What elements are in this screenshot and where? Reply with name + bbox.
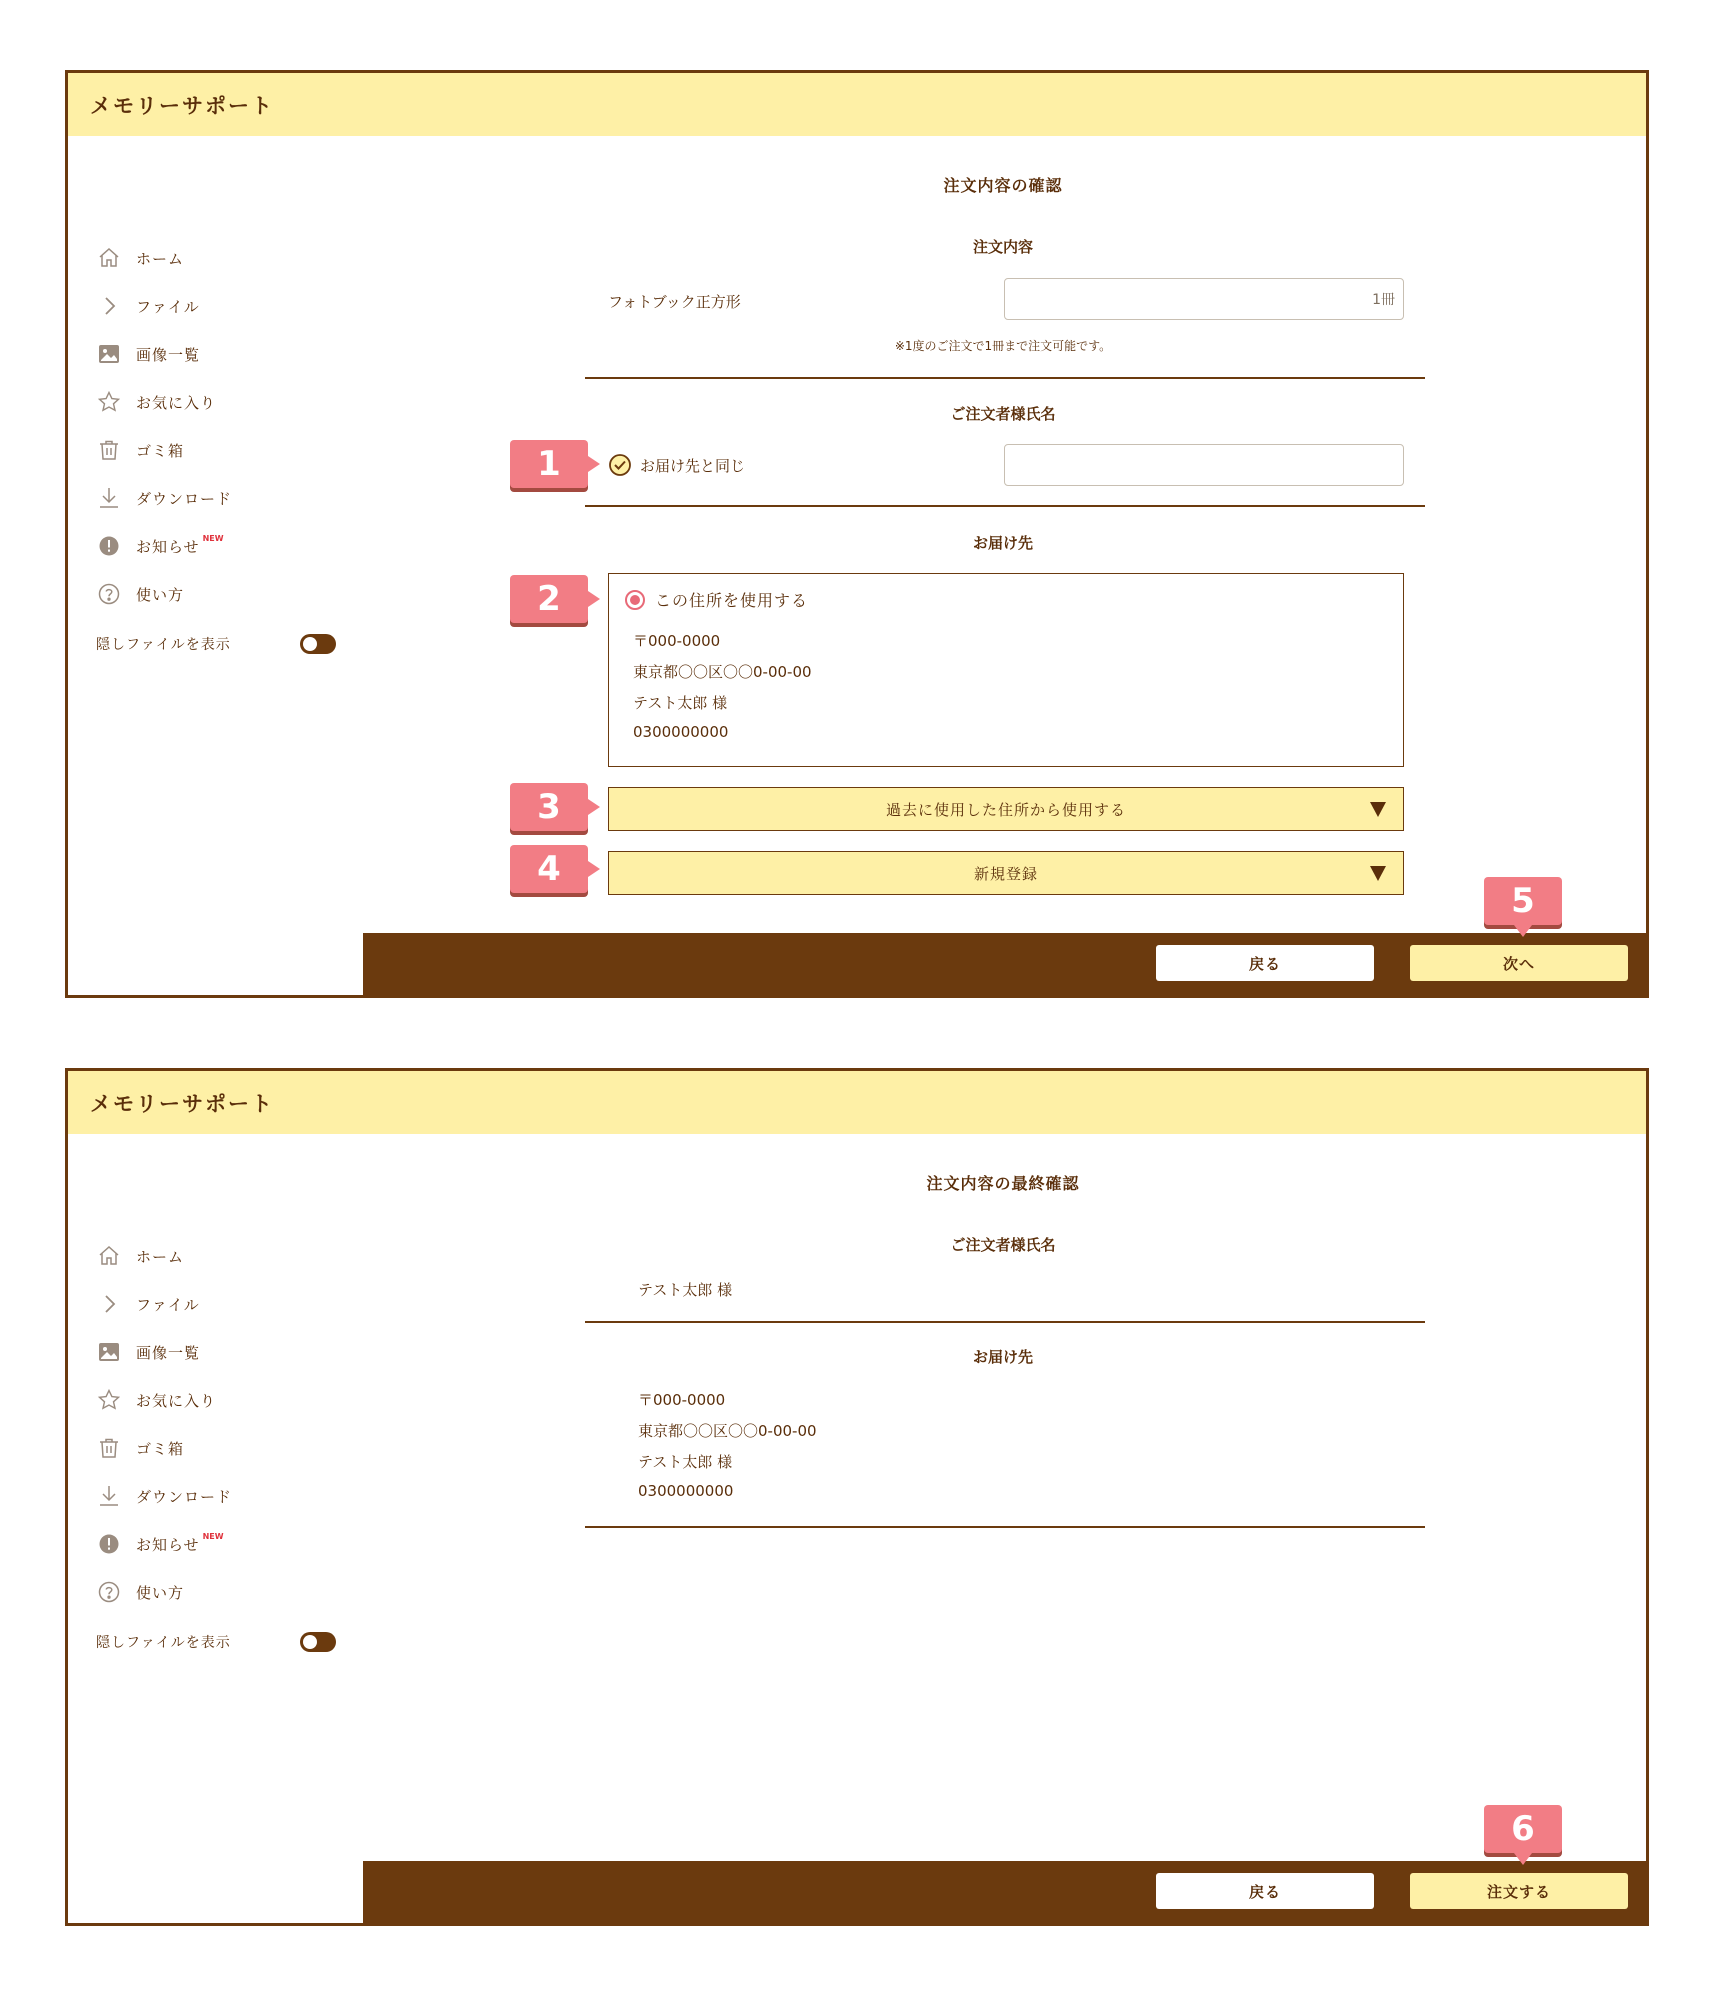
sidebar-item-label: ファイル <box>136 297 200 316</box>
main-content <box>68 1071 1646 1923</box>
triangle-down-icon <box>1369 800 1387 818</box>
order-final-confirm-screen <box>65 1068 1649 1926</box>
new-register-label: 新規登録 <box>973 864 1038 883</box>
callout-2: 2 <box>510 575 588 623</box>
address-card <box>608 573 1404 767</box>
sidebar-item-label: お知らせ <box>136 1535 200 1554</box>
order-section-title: 注文内容 <box>972 238 1033 256</box>
sidebar-item-label: お知らせ <box>136 537 200 556</box>
radio-selected-icon <box>625 590 645 610</box>
divider <box>585 377 1425 379</box>
footer-bar <box>363 1861 1646 1923</box>
sidebar-item-label: 画像一覧 <box>136 1343 201 1362</box>
delivery-section-title: お届け先 <box>972 1348 1033 1366</box>
quantity-field[interactable] <box>1004 278 1404 320</box>
use-address-label: この住所を使用する <box>655 591 809 610</box>
callout-5: 5 <box>1484 877 1562 925</box>
past-address-dropdown[interactable] <box>608 787 1404 831</box>
sidebar-item-label: ホーム <box>136 249 185 268</box>
customer-name-field[interactable] <box>1004 444 1404 486</box>
sidebar-item-label: ダウンロード <box>136 1487 233 1506</box>
new-register-dropdown[interactable] <box>608 851 1404 895</box>
new-badge: NEW <box>202 533 224 543</box>
hidden-files-label: 隠しファイルを表示 <box>96 637 231 653</box>
same-as-delivery-checkbox[interactable] <box>608 453 745 477</box>
order-confirm-screen <box>65 70 1649 998</box>
back-button[interactable]: 戻る <box>1156 945 1374 981</box>
divider <box>585 505 1425 507</box>
customer-section-title: ご注文者様氏名 <box>950 1236 1056 1254</box>
app-title: メモリーサポート <box>90 94 274 118</box>
address-postal: 〒000-0000 <box>638 1391 726 1409</box>
address-phone: 0300000000 <box>638 1482 734 1500</box>
sidebar-item-label: お気に入り <box>136 1391 217 1410</box>
callout-6: 6 <box>1484 1805 1562 1853</box>
sidebar-item-label: ダウンロード <box>136 489 233 508</box>
callout-3: 3 <box>510 783 588 831</box>
hidden-files-label: 隠しファイルを表示 <box>96 1635 231 1651</box>
triangle-down-icon <box>1369 864 1387 882</box>
divider <box>585 1526 1425 1528</box>
sidebar-item-label: ゴミ箱 <box>136 1439 185 1458</box>
callout-1: 1 <box>510 440 588 488</box>
sidebar-item-label: ファイル <box>136 1295 200 1314</box>
sidebar-item-label: ゴミ箱 <box>136 441 185 460</box>
address-name: テスト太郎 様 <box>638 1453 733 1471</box>
page-title: 注文内容の確認 <box>943 176 1063 195</box>
sidebar-item-label: 画像一覧 <box>136 345 201 364</box>
same-as-delivery-label: お届け先と同じ <box>640 456 746 475</box>
address-name: テスト太郎 様 <box>633 694 728 712</box>
sidebar-item-label: ホーム <box>136 1247 185 1266</box>
sidebar-item-label: お気に入り <box>136 393 217 412</box>
past-address-label: 過去に使用した住所から使用する <box>885 800 1126 819</box>
delivery-section-title: お届け先 <box>972 534 1033 552</box>
product-name: フォトブック正方形 <box>608 293 741 311</box>
new-badge: NEW <box>202 1531 224 1541</box>
customer-name: テスト太郎 様 <box>638 1281 733 1299</box>
place-order-button[interactable]: 注文する <box>1410 1873 1628 1909</box>
sidebar-item-label: 使い方 <box>136 585 185 604</box>
customer-section-title: ご注文者様氏名 <box>950 405 1056 423</box>
next-button[interactable]: 次へ <box>1410 945 1628 981</box>
check-circle-icon <box>608 453 632 477</box>
quantity-value: 1冊 <box>1372 292 1395 308</box>
address-postal: 〒000-0000 <box>633 632 721 650</box>
address-phone: 0300000000 <box>633 723 729 741</box>
address-line: 東京都〇〇区〇〇0-00-00 <box>633 663 812 681</box>
back-button[interactable]: 戻る <box>1156 1873 1374 1909</box>
main-content <box>68 73 1646 995</box>
use-address-radio[interactable] <box>625 588 808 611</box>
app-title: メモリーサポート <box>90 1092 274 1116</box>
callout-4: 4 <box>510 845 588 893</box>
address-line: 東京都〇〇区〇〇0-00-00 <box>638 1422 817 1440</box>
divider <box>585 1321 1425 1323</box>
footer-bar <box>363 933 1646 995</box>
page-title: 注文内容の最終確認 <box>926 1174 1080 1193</box>
sidebar-item-label: 使い方 <box>136 1583 185 1602</box>
order-limit-note: ※1度のご注文で1冊まで注文可能です。 <box>894 339 1112 353</box>
